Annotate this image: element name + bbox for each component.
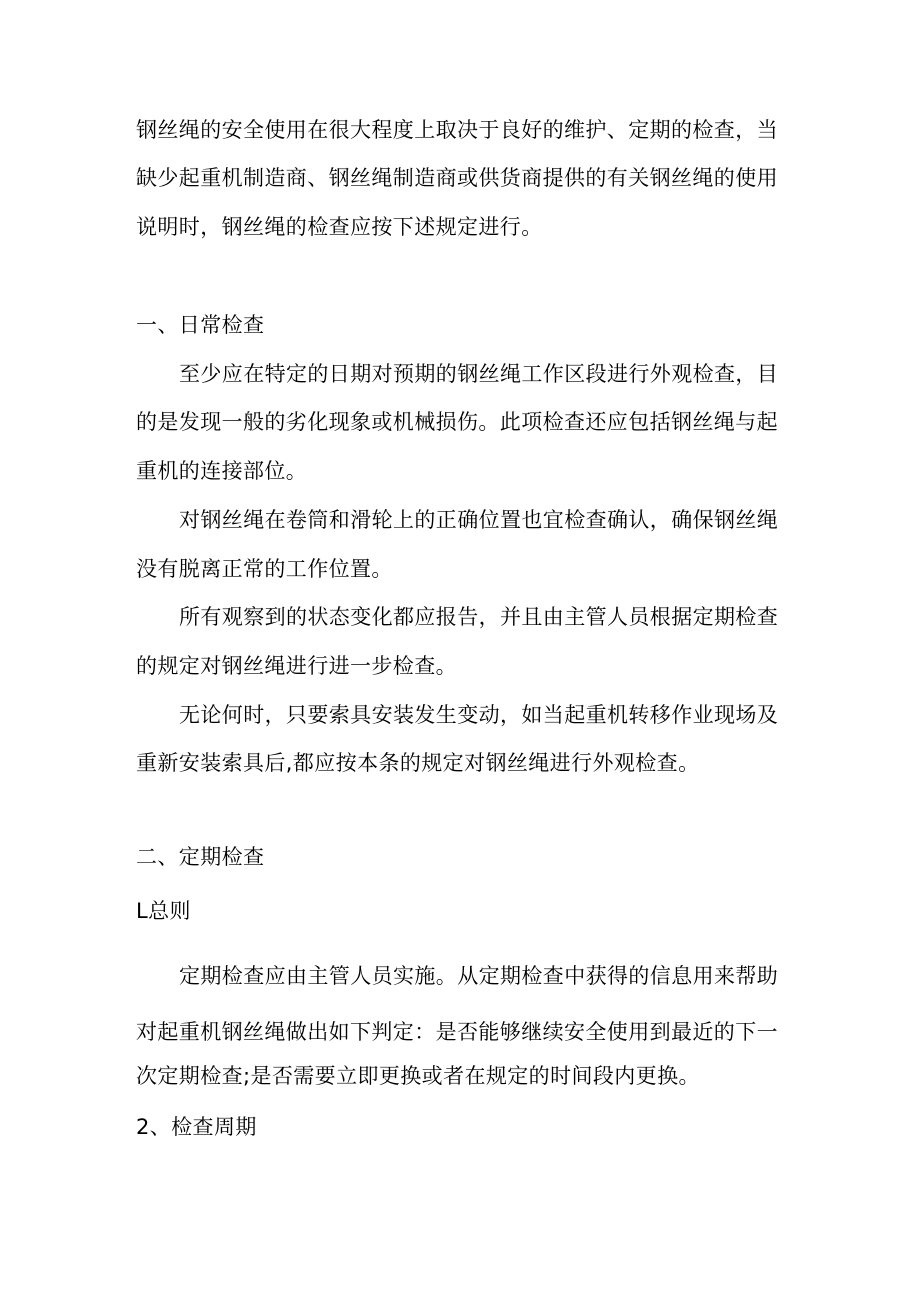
section1-p2-line-1: 对钢丝绳在卷筒和滑轮上的正确位置也宜检查确认，确保钢丝绳 — [179, 508, 779, 532]
section1-p1-line-1: 至少应在特定的日期对预期的钢丝绳工作区段进行外观检查，目 — [179, 362, 779, 386]
intro-line-2: 缺少起重机制造商、钢丝绳制造商或供货商提供的有关钢丝绳的使用 — [136, 166, 778, 190]
section1-p1-line-3: 重机的连接部位。 — [136, 459, 308, 483]
section1-p2-line-2: 没有脱离正常的工作位置。 — [136, 557, 393, 581]
section1-p4-line-1: 无论何时，只要索具安装发生变动，如当起重机转移作业现场及 — [179, 703, 779, 727]
section2-sub2-heading: 2、检查周期 — [136, 1115, 257, 1139]
section1-heading: 一、日常检查 — [136, 313, 265, 337]
section1-p3-line-1: 所有观察到的状态变化都应报告，并且由主管人员根据定期检查 — [179, 605, 779, 629]
section2-sub1-line-2: 对起重机钢丝绳做出如下判定：是否能够继续安全使用到最近的下一 — [136, 1020, 778, 1044]
section1-p4-line-2: 重新安装索具后,都应按本条的规定对钢丝绳进行外观检查。 — [136, 751, 700, 775]
section2-sub1-heading: L总则 — [136, 899, 191, 923]
section2-sub1-line-3: 次定期检查;是否需要立即更换或者在规定的时间段内更换。 — [136, 1064, 700, 1088]
intro-line-1: 钢丝绳的安全使用在很大程度上取决于良好的维护、定期的检查，当 — [136, 118, 778, 142]
section2-sub1-line-1: 定期检查应由主管人员实施。从定期检查中获得的信息用来帮助 — [179, 964, 779, 988]
section1-p1-line-2: 的是发现一般的劣化现象或机械损伤。此项检查还应包括钢丝绳与起 — [136, 410, 778, 434]
section1-p3-line-2: 的规定对钢丝绳进行进一步检查。 — [136, 654, 457, 678]
intro-line-3: 说明时，钢丝绳的检查应按下述规定进行。 — [136, 215, 543, 239]
section2-heading: 二、定期检查 — [136, 845, 265, 869]
